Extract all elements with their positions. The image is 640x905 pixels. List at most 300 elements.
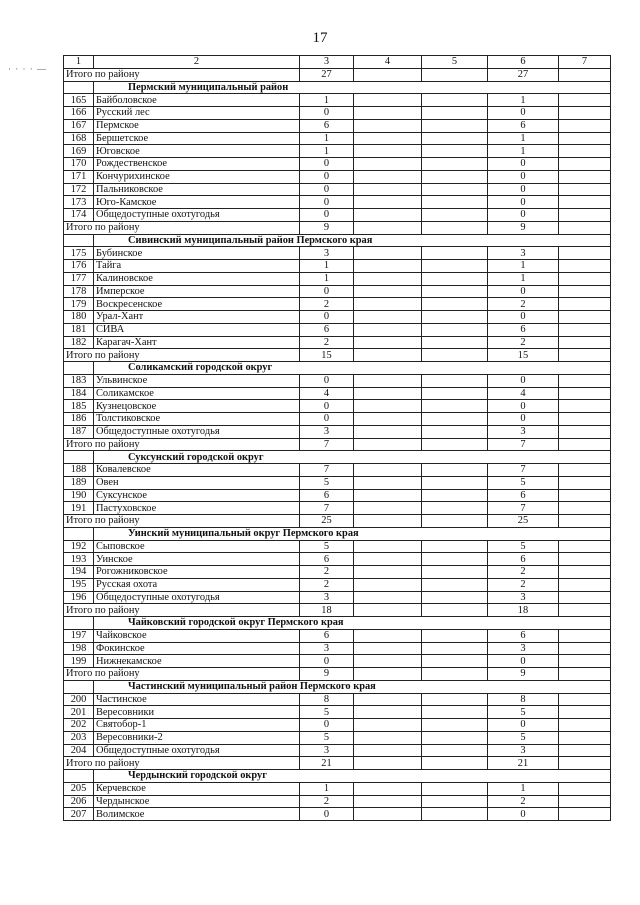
table-row	[64, 298, 611, 311]
hunting-ground-name: Юго-Камское	[94, 196, 300, 209]
row-number: 178	[64, 285, 94, 298]
section-title: Частинский муниципальный район Пермского края	[94, 680, 611, 693]
value-col-3: 27	[300, 68, 354, 81]
table-row	[64, 132, 611, 145]
table-row	[64, 425, 611, 438]
total-row	[64, 515, 611, 528]
value-col-3: 6	[300, 119, 354, 132]
value-col-7	[559, 336, 611, 349]
value-col-4	[354, 158, 422, 171]
value-col-6: 3	[488, 425, 559, 438]
value-col-4	[354, 323, 422, 336]
section-header-row	[64, 81, 611, 94]
value-col-6: 1	[488, 260, 559, 273]
value-col-6: 27	[488, 68, 559, 81]
value-col-6: 15	[488, 349, 559, 362]
value-col-6: 6	[488, 489, 559, 502]
value-col-6: 7	[488, 464, 559, 477]
value-col-5	[422, 425, 488, 438]
hunting-ground-name: Юговское	[94, 145, 300, 158]
value-col-6: 1	[488, 145, 559, 158]
empty-cell	[64, 527, 94, 540]
value-col-6: 21	[488, 757, 559, 770]
value-col-5	[422, 706, 488, 719]
value-col-3: 0	[300, 719, 354, 732]
value-col-4	[354, 706, 422, 719]
table-row	[64, 502, 611, 515]
table-row	[64, 413, 611, 426]
header-cell-1: 1	[64, 56, 94, 69]
value-col-7	[559, 731, 611, 744]
row-number: 200	[64, 693, 94, 706]
hunting-ground-name: Имперское	[94, 285, 300, 298]
table-row	[64, 489, 611, 502]
hunting-ground-name: Пермское	[94, 119, 300, 132]
value-col-3: 0	[300, 400, 354, 413]
hunting-ground-name: Частинское	[94, 693, 300, 706]
hunting-ground-name: Сыповское	[94, 540, 300, 553]
value-col-3: 0	[300, 107, 354, 120]
table-row	[64, 170, 611, 183]
empty-cell	[64, 680, 94, 693]
empty-cell	[64, 617, 94, 630]
value-col-6: 0	[488, 209, 559, 222]
value-col-6: 6	[488, 119, 559, 132]
value-col-7	[559, 387, 611, 400]
row-number: 177	[64, 272, 94, 285]
table-row	[64, 782, 611, 795]
header-cell-2: 2	[94, 56, 300, 69]
value-col-7	[559, 349, 611, 362]
value-col-7	[559, 400, 611, 413]
value-col-4	[354, 196, 422, 209]
value-col-6: 2	[488, 298, 559, 311]
value-col-4	[354, 285, 422, 298]
table-row	[64, 706, 611, 719]
section-header-row	[64, 770, 611, 783]
value-col-4	[354, 247, 422, 260]
value-col-4	[354, 668, 422, 681]
value-col-4	[354, 387, 422, 400]
value-col-6: 0	[488, 374, 559, 387]
section-header-row	[64, 527, 611, 540]
section-title: Соликамский городской округ	[94, 362, 611, 375]
value-col-7	[559, 489, 611, 502]
value-col-6: 2	[488, 795, 559, 808]
value-col-5	[422, 502, 488, 515]
row-number: 193	[64, 553, 94, 566]
value-col-6: 2	[488, 566, 559, 579]
row-number: 170	[64, 158, 94, 171]
value-col-7	[559, 68, 611, 81]
value-col-5	[422, 158, 488, 171]
value-col-4	[354, 349, 422, 362]
value-col-3: 25	[300, 515, 354, 528]
hunting-ground-name: Нижнекамское	[94, 655, 300, 668]
value-col-6: 3	[488, 591, 559, 604]
value-col-7	[559, 706, 611, 719]
header-cell-5: 5	[422, 56, 488, 69]
value-col-4	[354, 425, 422, 438]
hunting-ground-name: Тайга	[94, 260, 300, 273]
value-col-4	[354, 68, 422, 81]
value-col-6: 6	[488, 629, 559, 642]
value-col-6: 5	[488, 731, 559, 744]
value-col-5	[422, 413, 488, 426]
value-col-5	[422, 795, 488, 808]
value-col-7	[559, 209, 611, 222]
value-col-6: 9	[488, 668, 559, 681]
table-row	[64, 808, 611, 821]
total-label: Итого по району	[64, 668, 300, 681]
value-col-7	[559, 221, 611, 234]
value-col-7	[559, 425, 611, 438]
row-number: 194	[64, 566, 94, 579]
header-cell-4: 4	[354, 56, 422, 69]
value-col-4	[354, 170, 422, 183]
value-col-5	[422, 540, 488, 553]
value-col-6: 0	[488, 196, 559, 209]
table-row	[64, 553, 611, 566]
value-col-4	[354, 502, 422, 515]
value-col-7	[559, 668, 611, 681]
value-col-5	[422, 374, 488, 387]
empty-cell	[64, 451, 94, 464]
section-header-row	[64, 234, 611, 247]
value-col-5	[422, 655, 488, 668]
hunting-ground-name: Пастуховское	[94, 502, 300, 515]
value-col-4	[354, 183, 422, 196]
hunting-ground-name: Вересовники-2	[94, 731, 300, 744]
section-header-row	[64, 680, 611, 693]
value-col-4	[354, 642, 422, 655]
hunting-ground-name: Фокинское	[94, 642, 300, 655]
value-col-5	[422, 578, 488, 591]
value-col-7	[559, 642, 611, 655]
value-col-4	[354, 209, 422, 222]
value-col-7	[559, 795, 611, 808]
value-col-3: 0	[300, 183, 354, 196]
value-col-5	[422, 209, 488, 222]
margin-mark: · · · · —	[8, 64, 47, 74]
hunting-ground-name: Толстиковское	[94, 413, 300, 426]
row-number: 192	[64, 540, 94, 553]
value-col-4	[354, 719, 422, 732]
value-col-7	[559, 502, 611, 515]
value-col-4	[354, 119, 422, 132]
value-col-5	[422, 591, 488, 604]
value-col-7	[559, 413, 611, 426]
hunting-ground-name: Чердынское	[94, 795, 300, 808]
value-col-6: 1	[488, 132, 559, 145]
hunting-ground-name: Воскресенское	[94, 298, 300, 311]
hunting-ground-name: Пальниковское	[94, 183, 300, 196]
value-col-6: 0	[488, 107, 559, 120]
value-col-3: 6	[300, 553, 354, 566]
value-col-3: 0	[300, 808, 354, 821]
hunting-ground-name: Калиновское	[94, 272, 300, 285]
value-col-7	[559, 629, 611, 642]
value-col-7	[559, 782, 611, 795]
value-col-3: 7	[300, 438, 354, 451]
value-col-5	[422, 757, 488, 770]
row-number: 205	[64, 782, 94, 795]
value-col-5	[422, 323, 488, 336]
table-body	[64, 56, 611, 821]
row-number: 185	[64, 400, 94, 413]
value-col-3: 15	[300, 349, 354, 362]
value-col-4	[354, 476, 422, 489]
table-row	[64, 272, 611, 285]
row-number: 173	[64, 196, 94, 209]
section-title: Пермский муниципальный район	[94, 81, 611, 94]
row-number: 204	[64, 744, 94, 757]
hunting-ground-name: Вересовники	[94, 706, 300, 719]
header-cell-7: 7	[559, 56, 611, 69]
hunting-ground-name: Соликамское	[94, 387, 300, 400]
row-number: 206	[64, 795, 94, 808]
value-col-5	[422, 196, 488, 209]
section-title: Чайковский городской округ Пермского края	[94, 617, 611, 630]
section-title: Сивинский муниципальный район Пермского края	[94, 234, 611, 247]
value-col-5	[422, 349, 488, 362]
value-col-4	[354, 744, 422, 757]
hunting-ground-name: СИВА	[94, 323, 300, 336]
value-col-7	[559, 285, 611, 298]
value-col-7	[559, 476, 611, 489]
value-col-7	[559, 196, 611, 209]
table-row	[64, 540, 611, 553]
table-row	[64, 158, 611, 171]
value-col-6: 4	[488, 387, 559, 400]
value-col-5	[422, 553, 488, 566]
value-col-4	[354, 221, 422, 234]
value-col-7	[559, 260, 611, 273]
value-col-7	[559, 744, 611, 757]
table-row	[64, 578, 611, 591]
total-label: Итого по району	[64, 68, 300, 81]
value-col-3: 0	[300, 196, 354, 209]
value-col-4	[354, 107, 422, 120]
hunting-grounds-table	[63, 55, 611, 821]
table-row	[64, 629, 611, 642]
value-col-3: 0	[300, 285, 354, 298]
row-number: 172	[64, 183, 94, 196]
hunting-ground-name: Кончурихинское	[94, 170, 300, 183]
value-col-6: 9	[488, 221, 559, 234]
value-col-7	[559, 604, 611, 617]
section-header-row	[64, 451, 611, 464]
value-col-7	[559, 757, 611, 770]
value-col-3: 2	[300, 336, 354, 349]
value-col-5	[422, 247, 488, 260]
value-col-5	[422, 464, 488, 477]
hunting-ground-name: Урал-Хант	[94, 311, 300, 324]
value-col-7	[559, 438, 611, 451]
row-number: 165	[64, 94, 94, 107]
hunting-ground-name: Уинское	[94, 553, 300, 566]
header-cell-6: 6	[488, 56, 559, 69]
hunting-ground-name: Ульвинское	[94, 374, 300, 387]
value-col-6: 1	[488, 782, 559, 795]
table-row	[64, 323, 611, 336]
value-col-5	[422, 629, 488, 642]
value-col-5	[422, 604, 488, 617]
value-col-4	[354, 795, 422, 808]
value-col-3: 5	[300, 476, 354, 489]
value-col-6: 3	[488, 642, 559, 655]
value-col-7	[559, 540, 611, 553]
hunting-ground-name: Суксунское	[94, 489, 300, 502]
value-col-7	[559, 515, 611, 528]
table-row	[64, 311, 611, 324]
row-number: 175	[64, 247, 94, 260]
value-col-5	[422, 668, 488, 681]
value-col-4	[354, 540, 422, 553]
value-col-3: 1	[300, 132, 354, 145]
empty-cell	[64, 362, 94, 375]
value-col-5	[422, 183, 488, 196]
value-col-3: 2	[300, 578, 354, 591]
row-number: 182	[64, 336, 94, 349]
hunting-ground-name: Общедоступные охотугодья	[94, 209, 300, 222]
value-col-6: 5	[488, 706, 559, 719]
row-number: 195	[64, 578, 94, 591]
hunting-ground-name: Русский лес	[94, 107, 300, 120]
section-title: Чердынский городской округ	[94, 770, 611, 783]
value-col-6: 25	[488, 515, 559, 528]
value-col-7	[559, 119, 611, 132]
value-col-3: 1	[300, 145, 354, 158]
value-col-4	[354, 553, 422, 566]
value-col-7	[559, 693, 611, 706]
row-number: 189	[64, 476, 94, 489]
total-label: Итого по району	[64, 604, 300, 617]
row-number: 201	[64, 706, 94, 719]
hunting-ground-name: Чайковское	[94, 629, 300, 642]
table-row	[64, 336, 611, 349]
value-col-6: 18	[488, 604, 559, 617]
value-col-7	[559, 298, 611, 311]
value-col-5	[422, 566, 488, 579]
table-row	[64, 642, 611, 655]
value-col-3: 4	[300, 387, 354, 400]
row-number: 171	[64, 170, 94, 183]
hunting-ground-name: Бубинское	[94, 247, 300, 260]
value-col-7	[559, 247, 611, 260]
value-col-7	[559, 808, 611, 821]
table-row	[64, 107, 611, 120]
hunting-ground-name: Байболовское	[94, 94, 300, 107]
value-col-4	[354, 132, 422, 145]
value-col-4	[354, 629, 422, 642]
total-label: Итого по району	[64, 438, 300, 451]
table-row	[64, 247, 611, 260]
table-header-row	[64, 56, 611, 69]
page-number: 17	[312, 30, 328, 46]
value-col-5	[422, 731, 488, 744]
value-col-5	[422, 719, 488, 732]
value-col-4	[354, 298, 422, 311]
value-col-5	[422, 808, 488, 821]
value-col-7	[559, 464, 611, 477]
value-col-4	[354, 438, 422, 451]
value-col-5	[422, 400, 488, 413]
table-row	[64, 260, 611, 273]
section-header-row	[64, 617, 611, 630]
hunting-ground-name: Бершетское	[94, 132, 300, 145]
hunting-ground-name: Ковалевское	[94, 464, 300, 477]
value-col-3: 21	[300, 757, 354, 770]
value-col-5	[422, 693, 488, 706]
row-number: 176	[64, 260, 94, 273]
value-col-7	[559, 170, 611, 183]
table-row	[64, 400, 611, 413]
value-col-3: 18	[300, 604, 354, 617]
row-number: 186	[64, 413, 94, 426]
value-col-6: 5	[488, 540, 559, 553]
value-col-6: 0	[488, 285, 559, 298]
hunting-ground-name: Керчевское	[94, 782, 300, 795]
value-col-4	[354, 731, 422, 744]
value-col-3: 5	[300, 731, 354, 744]
value-col-3: 6	[300, 629, 354, 642]
value-col-7	[559, 655, 611, 668]
value-col-6: 0	[488, 158, 559, 171]
value-col-3: 1	[300, 260, 354, 273]
value-col-4	[354, 604, 422, 617]
row-number: 198	[64, 642, 94, 655]
row-number: 184	[64, 387, 94, 400]
value-col-4	[354, 782, 422, 795]
value-col-6: 0	[488, 808, 559, 821]
value-col-3: 1	[300, 272, 354, 285]
value-col-6: 7	[488, 438, 559, 451]
value-col-3: 0	[300, 170, 354, 183]
value-col-7	[559, 183, 611, 196]
value-col-3: 2	[300, 795, 354, 808]
value-col-7	[559, 145, 611, 158]
hunting-ground-name: Рогожниковское	[94, 566, 300, 579]
value-col-3: 0	[300, 209, 354, 222]
row-number: 202	[64, 719, 94, 732]
row-number: 187	[64, 425, 94, 438]
section-title: Суксунский городской округ	[94, 451, 611, 464]
hunting-ground-name: Карагач-Хант	[94, 336, 300, 349]
value-col-3: 9	[300, 668, 354, 681]
table-row	[64, 94, 611, 107]
table-row	[64, 145, 611, 158]
value-col-6: 0	[488, 183, 559, 196]
value-col-3: 0	[300, 311, 354, 324]
table-row	[64, 374, 611, 387]
value-col-3: 9	[300, 221, 354, 234]
value-col-3: 5	[300, 540, 354, 553]
table-row	[64, 719, 611, 732]
value-col-5	[422, 170, 488, 183]
value-col-6: 0	[488, 655, 559, 668]
value-col-5	[422, 311, 488, 324]
value-col-3: 1	[300, 94, 354, 107]
value-col-5	[422, 94, 488, 107]
value-col-3: 6	[300, 323, 354, 336]
value-col-6: 7	[488, 502, 559, 515]
total-row	[64, 757, 611, 770]
value-col-6: 0	[488, 311, 559, 324]
value-col-5	[422, 515, 488, 528]
value-col-6: 2	[488, 578, 559, 591]
value-col-7	[559, 374, 611, 387]
